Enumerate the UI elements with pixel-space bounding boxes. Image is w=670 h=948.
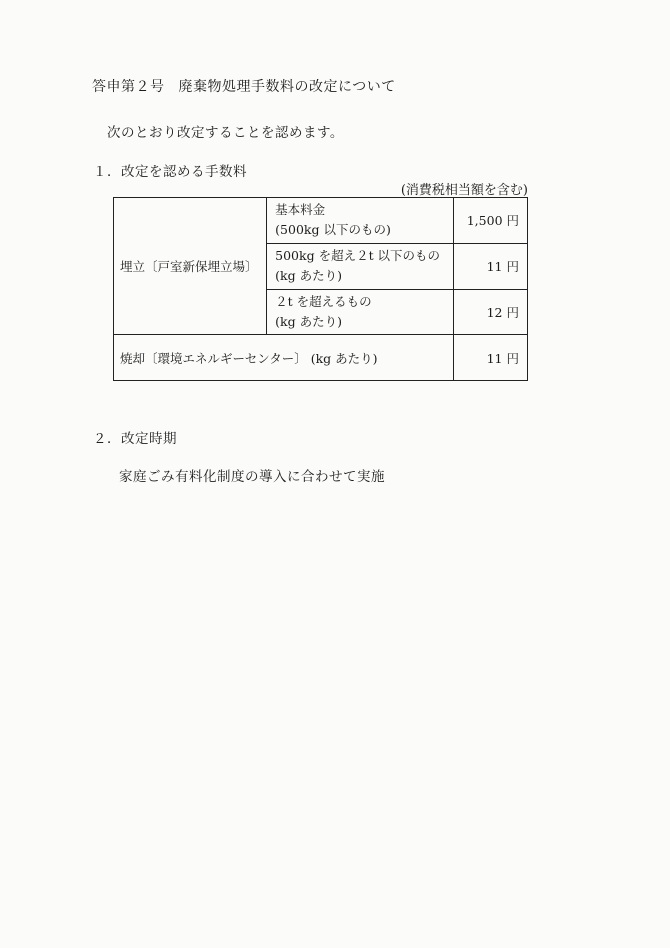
fee-item [267, 289, 453, 335]
fee-price: 11 円 [453, 335, 527, 381]
fee-item-line1: 500kg を超え２t 以下のもの [275, 248, 441, 264]
document-title [92, 76, 396, 96]
table-row [114, 198, 528, 244]
fee-table [113, 197, 528, 381]
fee-price: 12 円 [453, 289, 527, 335]
fee-price: 11 円 [453, 243, 527, 289]
fee-item-line2: (kg あたり) [275, 268, 342, 284]
fee-item [267, 198, 453, 244]
fee-item-line1: ２t を超えるもの [275, 293, 372, 309]
fee-item-line2: (kg あたり) [275, 313, 342, 329]
intro-text: 次のとおり改定することを認めます。 [107, 125, 344, 141]
landfill-label: 埋立〔戸室新保埋立場〕 [114, 198, 267, 335]
table-row [114, 335, 528, 381]
incineration-label: 焼却〔環境エネルギーセンター〕 (kg あたり) [114, 335, 454, 381]
fee-item [267, 243, 453, 289]
fee-item-line1: 基本料金 [275, 202, 326, 218]
report-subject: 廃棄物処理手数料の改定について [178, 79, 396, 95]
section-2-body: 家庭ごみ有料化制度の導入に合わせて実施 [119, 469, 385, 485]
fee-price: 1,500 円 [453, 198, 527, 244]
report-number: 答申第２号 [92, 79, 165, 95]
tax-note: (消費税相当額を含む) [400, 183, 528, 198]
section-2-heading: ２．改定時期 [93, 431, 177, 447]
fee-item-line2: (500kg 以下のもの) [275, 222, 391, 238]
section-1-heading: １．改定を認める手数料 [93, 164, 247, 180]
